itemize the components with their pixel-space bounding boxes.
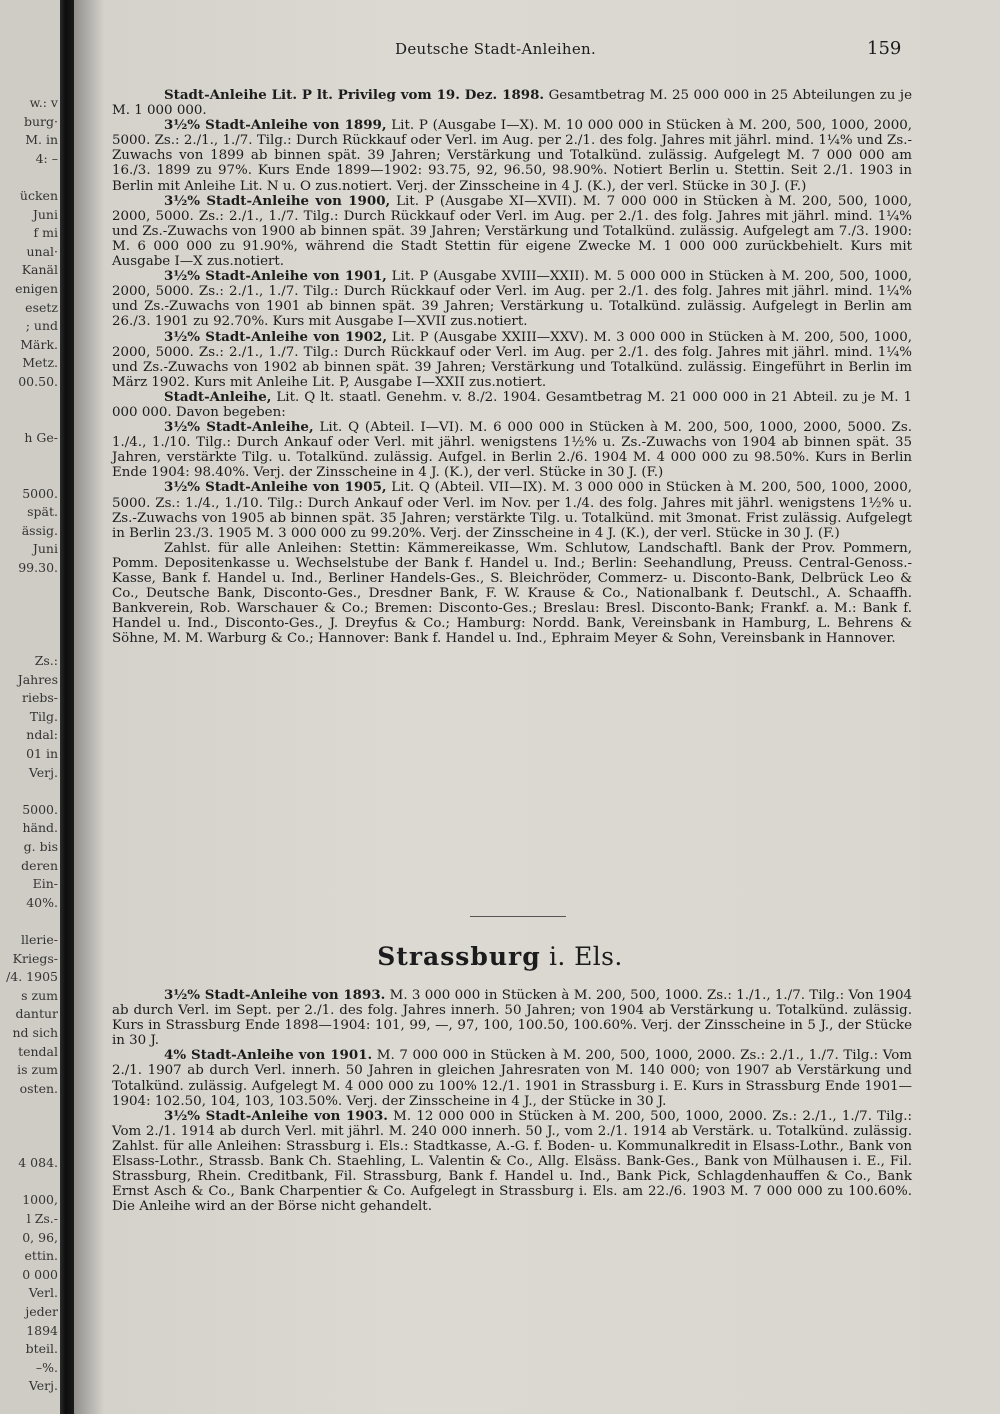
margin-fragment: 01 in <box>26 746 58 761</box>
margin-fragment: f mi <box>33 225 58 241</box>
loan-paragraph <box>112 194 912 269</box>
loan-body: Lit. P (Ausgabe XVIII—XXII). M. 5 000 000 in Stücken à M. 200, 500, 1000, 2000, 5000. Zs.: 2./1., 1./7. Tilg.: Durch Rückkauf oder Verl. im Aug. per 2./1. des folg. Jahres mit jährl. mind. 1¼% und Zs.-Zuwachs von 1901 ab binnen spät. 39 Jahren; Verstärkung u. Totalkünd. zulässig. Aufgelegt in Berlin am 26./3. 1901 zu 92.70%. Kurs mit Ausgabe I—XVII zus.notiert. <box>112 269 912 330</box>
loan-paragraph <box>112 118 912 193</box>
gutter-shadow <box>74 0 104 1414</box>
loan-paragraph <box>112 1048 912 1108</box>
margin-fragment: Verl. <box>28 1285 58 1301</box>
margin-fragment: nd sich <box>12 1025 58 1040</box>
margin-fragment: 5000. <box>22 801 58 817</box>
margin-fragment: osten. <box>19 1080 58 1096</box>
margin-fragment: Jahres <box>17 671 58 687</box>
margin-fragment: Juni <box>32 541 58 557</box>
margin-fragment: riebs- <box>21 690 58 706</box>
margin-fragment: 4: – <box>35 150 58 166</box>
loan-body: Lit. P (Ausgabe I—X). M. 10 000 000 in Stücken à M. 200, 500, 1000, 2000, 5000. Zs.: 2./1., 1./7. Tilg.: Durch Rückkauf oder Verl. im Aug. per 2./1. des folg. Jahres mit jährl. mind. 1¼% und Zs.-Zuwachs von 1899 ab binnen spät. 39 Jahren; Verstärkung und Totalkünd. zulässig. Aufgelegt M. 7 000 000 am 16./3. 1899 zu 97%. Kurs Ende 1899—1902: 93.75, 92, 96.50, 98.90%. Notiert Berlin u. Stettin. Seit 2./1. 1903 in Berlin mit Anleihe Lit. N u. O zus.notiert. Verj. der Zinsscheine in 4 J. (K.), der verl. Stücke in 30 J. (F.) <box>112 118 912 194</box>
loan-title: 3½% Stadt-Anleihe von 1901, <box>164 268 387 285</box>
margin-fragment: jeder <box>25 1304 58 1319</box>
loan-paragraph <box>112 480 912 540</box>
adjacent-page-margin <box>0 0 60 1414</box>
margin-fragment: unal· <box>26 243 58 259</box>
stettin-loans <box>112 88 912 646</box>
loan-body: M. 3 000 000 in Stücken à M. 200, 500, 1000. Zs.: 1./1., 1./7. Tilg.: Von 1904 ab durch Verl. im Sept. per 2./1. des folg. Jahres innerh. 50 Jahren; von 1904 ab Verstärkung u. Totalkünd. zulässig. Kurs in Strassburg Ende 1898—1904: 101, 99, —, 97, 100, 100.50, 100.60%. Verj. der Zinsscheine in 5 J., der Stücke in 30 J. <box>112 988 912 1049</box>
margin-fragment: 99.30. <box>18 560 58 575</box>
loan-body: M. 7 000 000 in Stücken à M. 200, 500, 1000, 2000. Zs.: 2./1., 1./7. Tilg.: Vom 2./1. 1907 ab durch Verl. innerh. 50 Jahren in gleichen Jahresraten von M. 140 000; von 1907 ab Verstärkung und Totalkünd. zulässig. Aufgelegt M. 4 000 000 zu 100% 12./1. 1901 in Strassburg i. E. Kurs in Strassburg Ende 1901—1904: 102.50, 104, 103, 103.50%. Verj. der Zinsscheine in 4 J., der Stücke in 30 J. <box>112 1048 913 1109</box>
margin-fragment: Tilg. <box>29 708 58 724</box>
loan-body: Lit. P (Ausgabe XI—XVII). M. 7 000 000 in Stücken à M. 200, 500, 1000, 2000, 5000. Zs.: 2./1., 1./7. Tilg.: Durch Rückkauf oder Verl. im Aug. per 2./1. des folg. Jahres mit jährl. mind. 1¼% und Zs.-Zuwachs von 1900 ab binnen spät. 39 Jahren; Verstärkung und Totalkünd. zulässig. Aufgelegt am 7./3. 1900: M. 6 000 000 zu 91.90%, während die Stadt Stettin für eigene Zwecke M. 1 000 000 zurückbehielt. Kurs mit Ausgabe I—X zus.notiert. <box>112 193 912 270</box>
loan-body: Zahlst. für alle Anleihen: Stettin: Kämmereikasse, Wm. Schlutow, Landschaftl. Bank der Prov. Pommern, Pomm. Depositenkasse u. Wechselstube der Bank f. Handel u. Ind.; Berlin: Seehandlung, Preuss. Central-Genoss.-Kasse, Bank f. Handel u. Ind., Berliner Handels-Ges., S. Bleichröder, Commerz- u. Disconto-Bank, Delbrück Leo & Co., Deutsche Bank, Disconto-Ges., Dresdner Bank, F. W. Krause & Co., Nationalbank f. Deutschl., A. Schaaffh. Bankverein, Rob. Warschauer & Co.; Bremen: Disconto-Ges.; Breslau: Bresl. Disconto-Bank; Frankf. a. M.: Bank f. Handel u. Ind., Disconto-Ges., J. Dreyfus & Co.; Hamburg: Nordd. Bank, Vereinsbank in Hamburg, L. Behrens & Söhne, M. M. Warburg & Co.; Hannover: Bank f. Handel u. Ind., Ephraim Meyer & Sohn, Vereinsbank in Hannover. <box>112 540 912 647</box>
margin-fragment: bteil. <box>25 1341 58 1357</box>
loan-paragraph <box>112 269 912 329</box>
loan-paragraph <box>112 988 912 1048</box>
margin-fragment: dantur <box>15 1006 58 1022</box>
loan-title: 3½% Stadt-Anleihe von 1905, <box>164 479 387 496</box>
loan-paragraph <box>112 88 912 118</box>
margin-fragment: Verj. <box>28 764 58 780</box>
margin-fragment: Märk. <box>20 336 58 352</box>
margin-fragment: 0, 96, <box>22 1229 58 1245</box>
margin-fragment: ücken <box>19 188 58 203</box>
margin-fragment: 40%. <box>26 894 58 910</box>
loan-title: 3½% Stadt-Anleihe von 1902, <box>164 328 387 345</box>
loan-title: 3½% Stadt-Anleihe von 1903. <box>164 1107 388 1124</box>
loan-body: Lit. Q lt. staatl. Genehm. v. 8./2. 1904. Gesamtbetrag M. 21 000 000 in 21 Abteil. zu je M. 1 000 000. Davon begeben: <box>112 389 912 420</box>
margin-fragment: s zum <box>21 987 58 1003</box>
margin-fragment: h Ge- <box>24 429 58 445</box>
margin-fragment: deren <box>21 857 58 873</box>
margin-fragment: 00.50. <box>18 374 58 389</box>
margin-fragment: spät. <box>27 504 58 520</box>
loan-body: Lit. Q (Abteil. VII—IX). M. 3 000 000 in Stücken à M. 200, 500, 1000, 2000, 5000. Zs.: 1./4., 1./10. Tilg.: Durch Ankauf oder Verl. im Nov. per 1./4. des folg. Jahres mit jährl. wenigstens 1½% u. Zs.-Zuwachs von 1905 ab binnen spät. 35 Jahren; verstärkte Tilg. u. Totalkünd. mit 3monat. Frist zulässig. Aufgelegt in Berlin 23./3. 1905 M. 3 000 000 zu 99.20%. Verj. der Zinsscheine in 4 J. (K.), der verl. Stücke in 30 J. (F.) <box>112 480 912 541</box>
margin-fragment: ndal: <box>26 727 58 743</box>
margin-fragment: Kanäl <box>21 262 58 278</box>
book-gutter <box>60 0 74 1414</box>
loan-paragraph <box>112 330 912 390</box>
loan-title: Stadt-Anleihe, <box>164 388 272 405</box>
loan-title: 3½% Stadt-Anleihe von 1900, <box>164 192 391 209</box>
loan-paragraph <box>112 390 912 420</box>
strassburg-loans <box>112 988 912 1214</box>
margin-fragment: Ein- <box>32 876 58 892</box>
margin-fragment: ässig. <box>21 522 58 538</box>
loan-paragraph <box>112 541 912 647</box>
loan-title: 3½% Stadt-Anleihe von 1893. <box>164 987 386 1003</box>
section-divider <box>470 916 566 917</box>
margin-fragment: llerie- <box>21 932 58 947</box>
margin-fragment: Zs.: <box>34 653 58 668</box>
margin-fragment: Juni <box>32 206 58 222</box>
loan-title: 4% Stadt-Anleihe von 1901. <box>164 1047 373 1064</box>
loan-body: Gesamtbetrag M. 25 000 000 in 25 Abteilungen zu je M. 1 000 000. <box>112 88 912 119</box>
margin-fragment: Kriegs- <box>12 950 58 966</box>
margin-fragment: ; und <box>25 318 58 334</box>
margin-fragment: 1894 <box>26 1322 58 1338</box>
margin-fragment: Metz. <box>22 355 58 371</box>
margin-fragment: –%. <box>35 1359 58 1375</box>
loan-title: 3½% Stadt-Anleihe, <box>164 419 314 436</box>
margin-fragment: 4 084. <box>18 1155 58 1171</box>
loan-body: M. 12 000 000 in Stücken à M. 200, 500, 1000, 2000. Zs.: 2./1., 1./7. Tilg.: Vom 2./1. 1914 ab durch Verl. mit jährl. M. 240 000 innerh. 50 J., vom 2./1. 1914 ab Verstärk. u. Totalkünd. zulässig. Zahlst. für alle Anleihen: Strassburg i. Els.: Stadtkasse, A.-G. f. Boden- u. Kommunalkredit in Elsass-Lothr., Bank von Elsass-Lothr., Strassb. Bank Ch. Staehling, L. Valentin & Co., Allg. Elsäss. Bank-Ges., Bank von Mülhausen i. E., Fil. Strassburg, Rhein. Creditbank, Fil. Strassburg, Bank f. Handel u. Ind., Bank Pick, Schlagdenhauffen & Co., Bank Ernst Asch & Co., Bank Charpentier & Co. Aufgelegt in Strassburg i. Els. am 22./6. 1903 M. 7 000 000 zu 100.60%. Die Anleihe wird an der Börse nicht gehandelt. <box>112 1108 912 1215</box>
margin-fragment: 5000. <box>22 485 58 501</box>
margin-fragment: 1000, <box>22 1192 58 1208</box>
margin-fragment: esetz <box>25 299 58 315</box>
loan-body: Lit. Q (Abteil. I—VI). M. 6 000 000 in Stücken à M. 200, 500, 1000, 2000, 5000. Zs. 1./4., 1./10. Tilg.: Durch Ankauf oder Verl. mit jährl. wenigstens 1½% u. Zs.-Zuwachs von 1904 ab binnen spät. 35 Jahren, verstärkte Tilg. u. Totalkünd. zulässig. Aufgel. in Berlin 2./6. 1904 M. 4 000 000 zu 98.50%. Kurs in Berlin Ende 1904: 98.40%. Verj. der Zinsscheine in 4 J. (K.), der verl. Stücke in 30 J. (F.) <box>112 420 912 481</box>
margin-fragment: is zum <box>17 1062 58 1078</box>
margin-fragment: l Zs.- <box>26 1211 58 1226</box>
margin-fragment: g. bis <box>23 839 58 854</box>
loan-title: 3½% Stadt-Anleihe von 1899, <box>164 117 387 134</box>
loan-paragraph <box>112 1109 912 1215</box>
section-title-suffix: i. Els. <box>540 942 623 971</box>
section-title-strassburg <box>0 942 1000 971</box>
running-header: Deutsche Stadt-Anleihen. <box>395 40 597 58</box>
margin-fragment: ettin. <box>24 1248 58 1264</box>
margin-fragment: tendal <box>18 1043 58 1059</box>
margin-fragment: 0 000 <box>22 1266 58 1282</box>
loan-body: Lit. P (Ausgabe XXIII—XXV). M. 3 000 000 in Stücken à M. 200, 500, 1000, 2000, 5000. Zs.: 2./1., 1./7. Tilg.: Durch Rückkauf oder Verl. im Aug. per 2./1. des folg. Jahres mit jährl. mind. 1¼% und Zs.-Zuwachs von 1902 ab binnen spät. 39 Jahren; Verstärkung und Totalkünd. zulässig. Eingeführt in Berlin im März 1902. Kurs mit Anleihe Lit. P, Ausgabe I—XXII zus.notiert. <box>112 329 912 390</box>
margin-fragment: Verj. <box>28 1378 58 1394</box>
margin-fragment: w.: v <box>29 95 58 110</box>
loan-paragraph <box>112 420 912 480</box>
margin-fragment: /4. 1905 <box>6 969 58 985</box>
section-title-city: Strassburg <box>377 942 541 971</box>
loan-title: Stadt-Anleihe Lit. P lt. Privileg vom 19. Dez. 1898. <box>164 87 545 103</box>
margin-fragment: burg· <box>23 113 58 129</box>
page-number: 159 <box>867 38 902 59</box>
margin-fragment: M. in <box>25 132 58 148</box>
margin-fragment: händ. <box>22 820 58 836</box>
margin-fragment: enigen <box>15 281 58 296</box>
